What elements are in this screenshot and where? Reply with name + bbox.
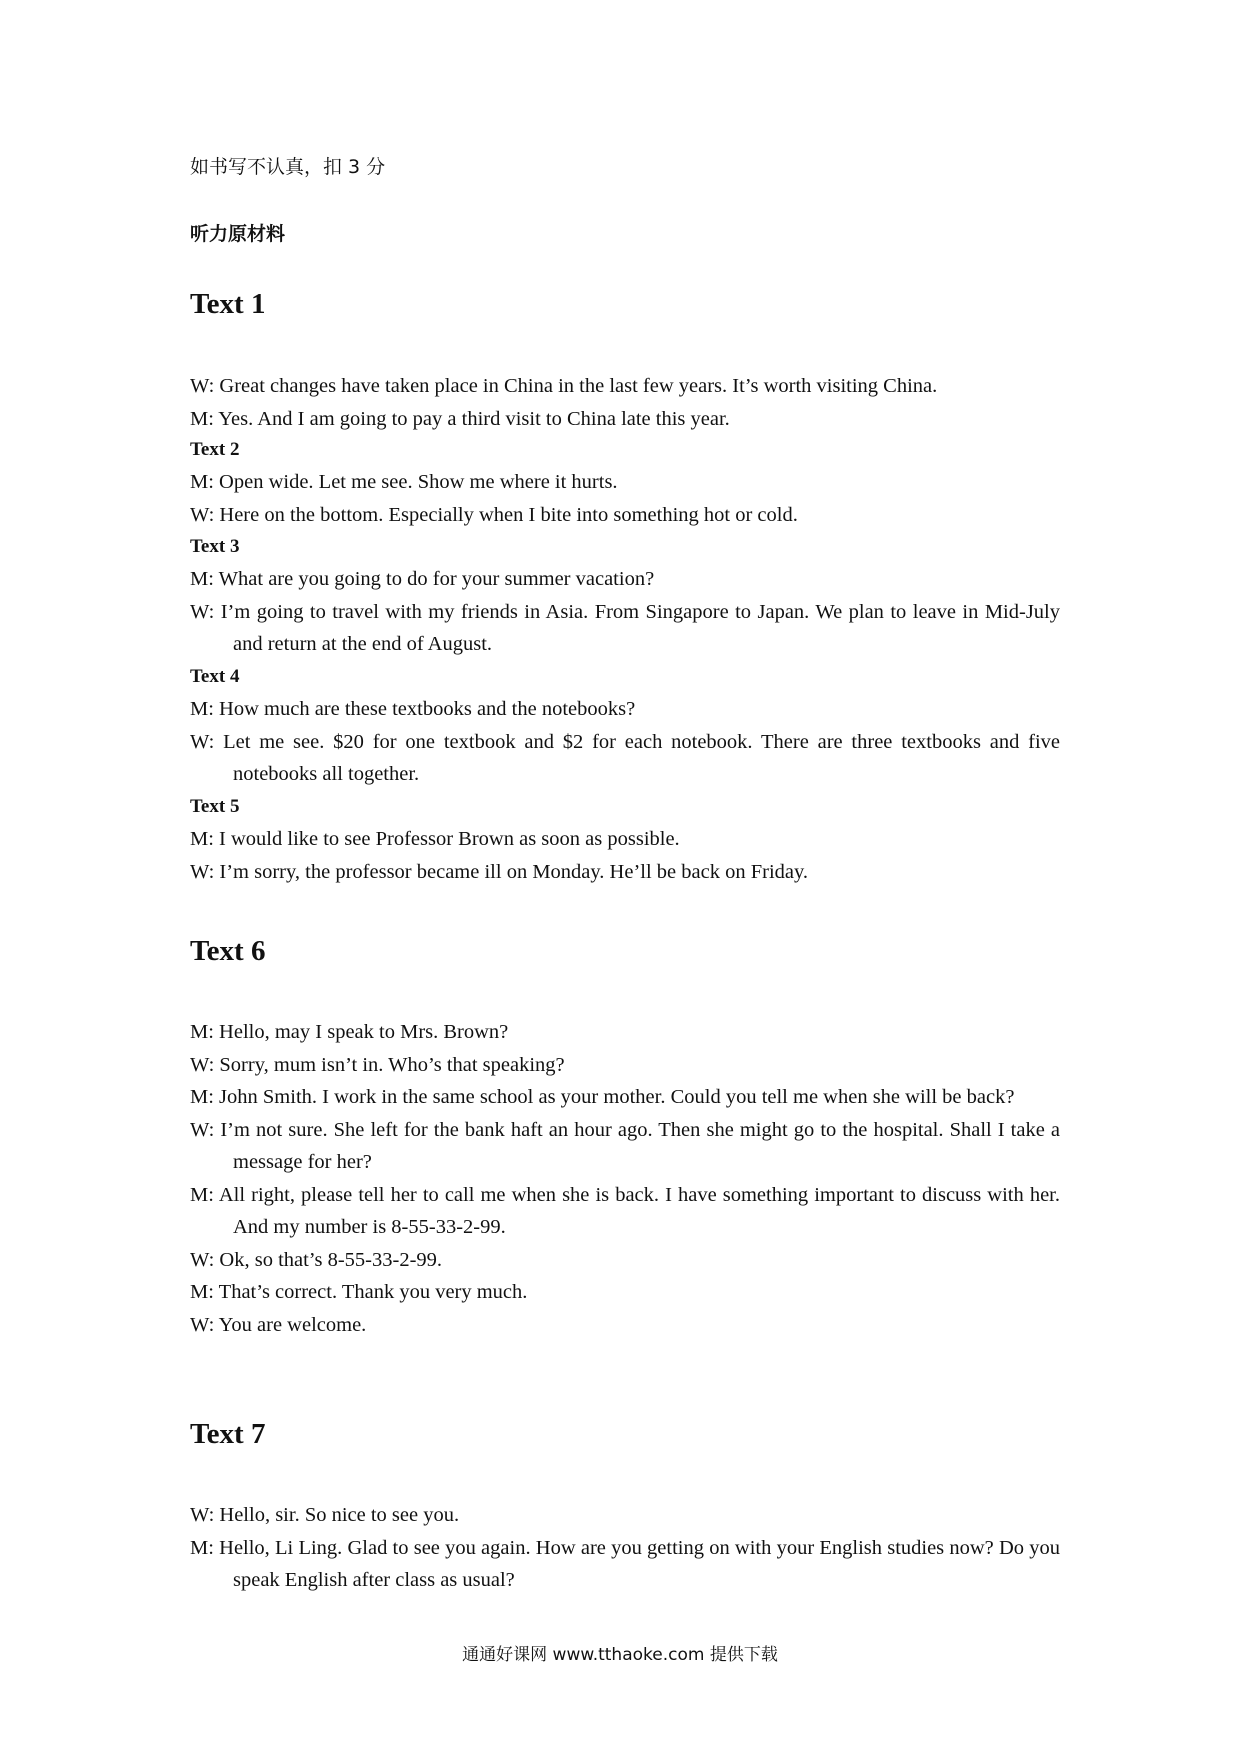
dialogue-line: W: Hello, sir. So nice to see you.: [190, 1504, 460, 1526]
dialogue-line: M: How much are these textbooks and the notebooks?: [190, 698, 636, 720]
dialogue-line: M: John Smith. I work in the same school as your mother. Could you tell me when she will be back?: [190, 1086, 1015, 1108]
header-note: 如书写不认真，扣 3 分: [190, 156, 386, 178]
section-text6: [190, 1016, 1060, 1341]
section-text4: [190, 661, 1060, 791]
dialogue-line: W: Let me see. $20 for one textbook and $2 for each notebook. There are three textbooks and five notebooks all together.: [190, 730, 1060, 785]
dialogue-line: W: You are welcome.: [190, 1313, 367, 1336]
page-footer: 通通好课网 www.tthaoke.com 提供下载: [462, 1645, 778, 1665]
dialogue-line: M: Hello, Li Ling. Glad to see you again. How are you getting on with your English studies now? Do you speak English after class as usual?: [190, 1536, 1060, 1591]
dialogue-line: W: I’m not sure. She left for the bank haft an hour ago. Then she might go to the hospital. Shall I take a message for her?: [190, 1118, 1060, 1173]
dialogue-line: W: Great changes have taken place in China in the last few years. It’s worth visiting China.: [190, 375, 938, 397]
dialogue-line: M: Open wide. Let me see. Show me where it hurts.: [190, 471, 618, 493]
dialogue-line: W: Sorry, mum isn’t in. Who’s that speaking?: [190, 1053, 565, 1076]
section-text2: [190, 434, 1060, 531]
dialogue-line: M: I would like to see Professor Brown as soon as possible.: [190, 828, 680, 850]
dialogue-line: W: Ok, so that’s 8-55-33-2-99.: [190, 1248, 443, 1271]
dialogue-line: M: Yes. And I am going to pay a third visit to China late this year.: [190, 407, 730, 430]
dialogue-line: W: I’m going to travel with my friends in Asia. From Singapore to Japan. We plan to leave in Mid-July and return at the end of August.: [190, 600, 1060, 655]
section-title-text1: Text 1: [190, 288, 266, 320]
section-text1: [190, 370, 1060, 435]
dialogue-line: M: All right, please tell her to call me when she is back. I have something important to discuss with her. And my number is 8-55-33-2-99.: [190, 1183, 1060, 1238]
section-title-text4: Text 4: [190, 666, 240, 687]
dialogue-line: M: Hello, may I speak to Mrs. Brown?: [190, 1021, 509, 1043]
section-title-text3: Text 3: [190, 536, 240, 557]
section-title-text2: Text 2: [190, 439, 240, 460]
section-text7: [190, 1499, 1060, 1597]
dialogue-line: M: That’s correct. Thank you very much.: [190, 1281, 528, 1303]
section-title-text7: Text 7: [190, 1418, 266, 1450]
document-subtitle: 听力原材料: [190, 223, 286, 245]
dialogue-line: W: Here on the bottom. Especially when I bite into something hot or cold.: [190, 503, 798, 526]
section-title-text6: Text 6: [190, 935, 266, 967]
section-title-text5: Text 5: [190, 796, 240, 817]
section-text3: [190, 531, 1060, 661]
section-text5: [190, 791, 1060, 888]
dialogue-line: M: What are you going to do for your summer vacation?: [190, 568, 655, 590]
dialogue-line: W: I’m sorry, the professor became ill on Monday. He’ll be back on Friday.: [190, 860, 809, 883]
